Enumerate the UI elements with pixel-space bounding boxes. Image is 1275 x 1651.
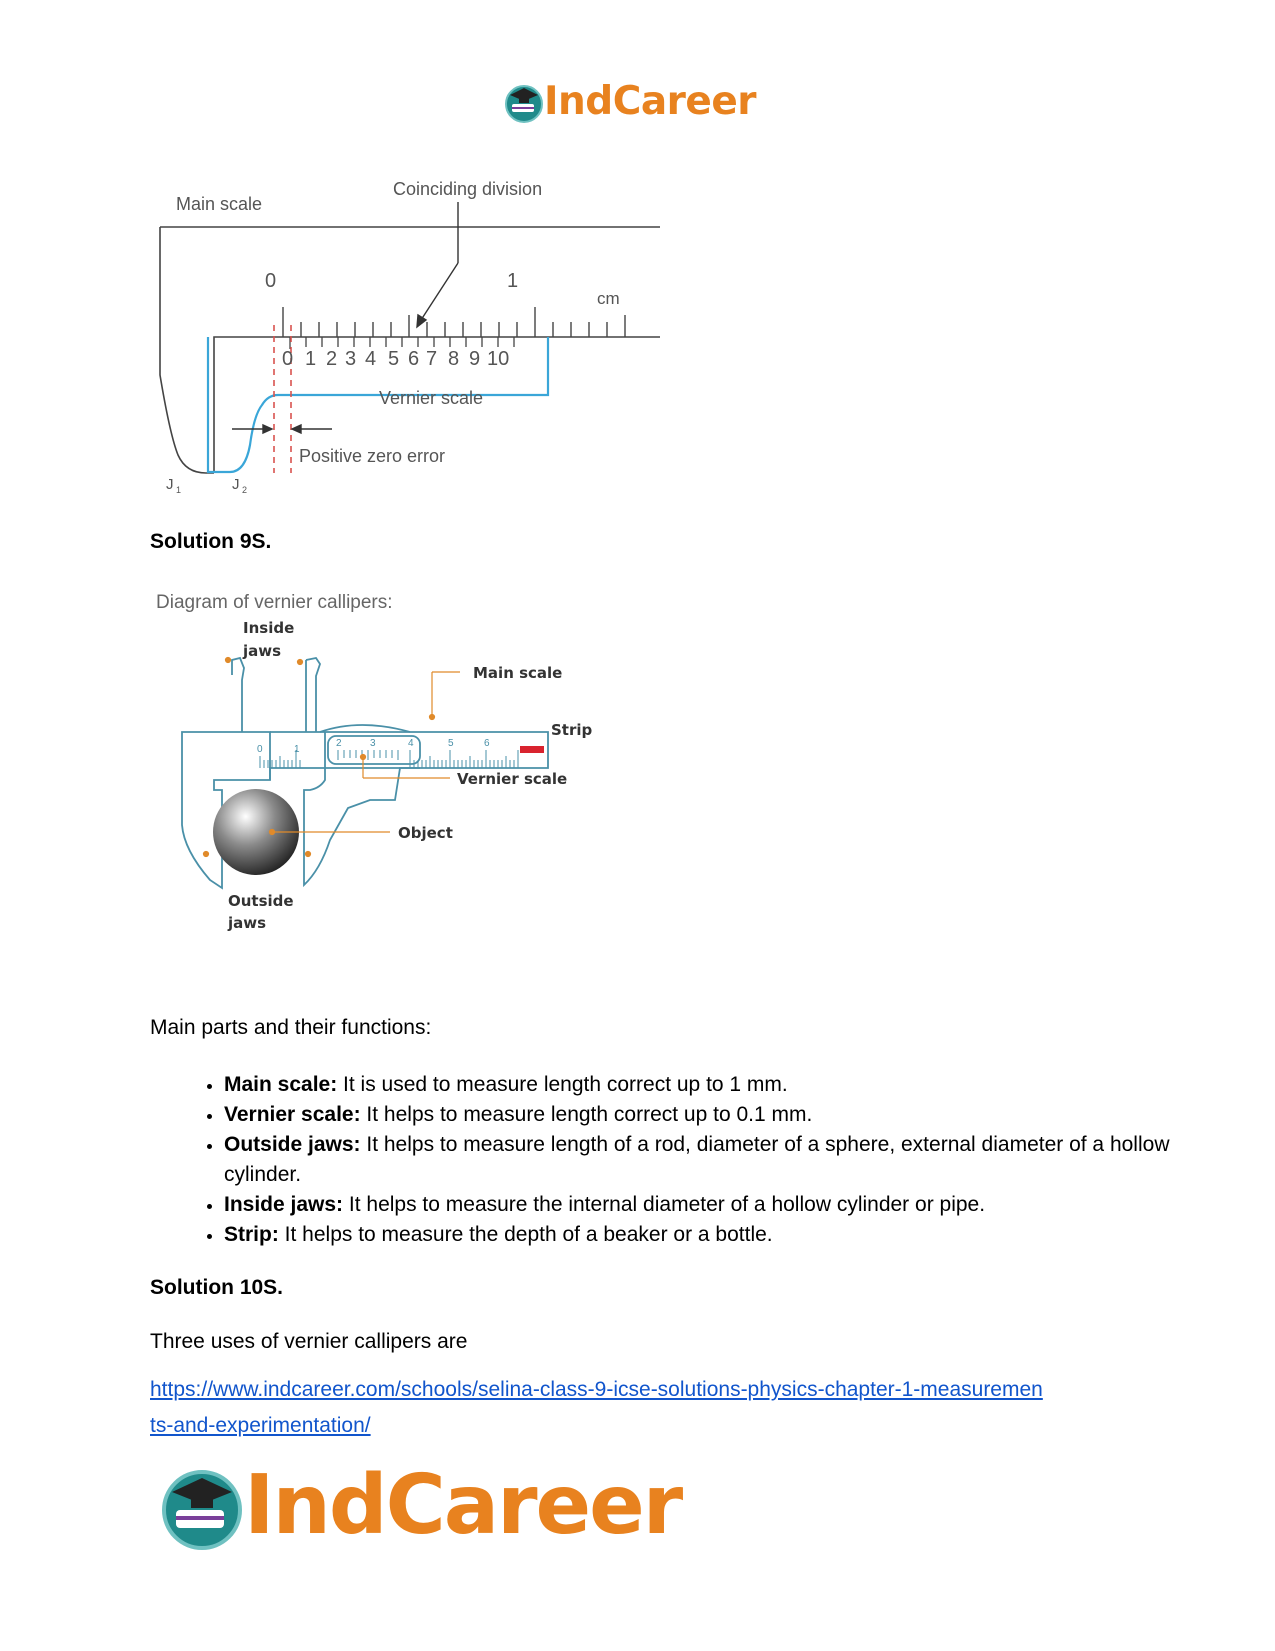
list-item-desc: It helps to measure the internal diameter of a hollow cylinder or pipe. — [343, 1193, 986, 1216]
label-outside-jaws-1: Outside — [228, 892, 294, 910]
main-tick-label: 1 — [294, 744, 300, 755]
vernier-number: 5 — [388, 348, 400, 370]
label-main-scale: Main scale — [176, 194, 263, 214]
header-logo — [502, 78, 782, 128]
list-item — [224, 1220, 1204, 1250]
label-inside-jaws-1: Inside — [243, 619, 295, 637]
list-item-desc: It helps to measure length correct up to 0.1 mm. — [360, 1103, 813, 1126]
label-inside-jaws-2: jaws — [243, 642, 282, 660]
list-item-term: Main scale: — [224, 1073, 338, 1096]
vernier-number: 3 — [345, 348, 357, 370]
list-item-term: Inside jaws: — [224, 1193, 344, 1216]
vernier-tick-label: 3 — [370, 738, 376, 749]
footer-logo-text: IndCareer — [244, 1458, 682, 1553]
list-item-desc: It helps to measure length of a rod, diameter of a sphere, external diameter of a hollow cylinder. — [224, 1133, 1170, 1186]
main-tick-label: 0 — [257, 744, 263, 755]
label-vernier-scale: Vernier scale — [379, 388, 484, 408]
label-zero: 0 — [265, 270, 277, 292]
list-item-term: Outside jaws: — [224, 1133, 361, 1156]
label-j1: J — [166, 476, 174, 493]
header-logo-text: IndCareer — [544, 79, 756, 124]
label-outside-jaws-2: jaws — [228, 914, 267, 932]
label-j1-sub: 1 — [176, 485, 182, 495]
coinciding-arrow — [417, 202, 458, 327]
source-link-line2[interactable]: ts-and-experimentation/ — [150, 1414, 371, 1437]
solution-9-heading: Solution 9S. — [150, 530, 272, 553]
label-vernier-scale: Vernier scale — [457, 770, 568, 788]
label-strip: Strip — [551, 721, 593, 739]
label-main-scale: Main scale — [473, 664, 563, 682]
source-link-line1[interactable]: https://www.indcareer.com/schools/selina-class-9-icse-solutions-physics-chapter-1-measuremen — [150, 1378, 1043, 1401]
vernier-tick-label: 2 — [336, 738, 342, 749]
list-item — [224, 1190, 1204, 1220]
vernier-ticks — [338, 750, 398, 760]
vernier-number: 10 — [487, 348, 510, 370]
vernier-number: 9 — [469, 348, 481, 370]
list-item — [224, 1100, 1204, 1130]
main-scale-ticks — [283, 307, 625, 337]
main-tick-label: 4 — [408, 738, 414, 749]
vernier-number: 8 — [448, 348, 460, 370]
list-item — [224, 1070, 1204, 1100]
main-tick-label: 5 — [448, 738, 454, 749]
vernier-ticks — [290, 337, 514, 349]
vernier-number: 6 — [408, 348, 420, 370]
footer-logo — [158, 1458, 698, 1554]
label-object: Object — [398, 824, 453, 842]
zero-error-diagram — [150, 175, 660, 505]
vernier-number: 4 — [365, 348, 377, 370]
list-item — [224, 1130, 1204, 1190]
label-one: 1 — [507, 270, 519, 292]
parts-list — [150, 1070, 1204, 1250]
label-coinciding-division: Coinciding division — [393, 179, 543, 199]
zero-error-arrows — [232, 425, 332, 433]
vernier-number: 0 — [282, 348, 294, 370]
vernier-numbers — [282, 348, 509, 370]
solution-10-heading: Solution 10S. — [150, 1276, 284, 1299]
label-j2: J — [232, 476, 240, 493]
list-item-desc: It helps to measure the depth of a beaker or a bottle. — [278, 1223, 773, 1246]
vernier-number: 1 — [305, 348, 317, 370]
label-positive-zero-error: Positive zero error — [299, 446, 446, 466]
uses-intro: Three uses of vernier callipers are — [150, 1330, 468, 1353]
list-item-term: Strip: — [224, 1223, 279, 1246]
vernier-callipers-diagram — [170, 619, 640, 980]
strip-bar — [520, 746, 544, 753]
main-tick-label: 6 — [484, 738, 490, 749]
label-cm: cm — [597, 289, 620, 308]
diagram-caption: Diagram of vernier callipers: — [156, 592, 393, 613]
parts-intro: Main parts and their functions: — [150, 1016, 432, 1039]
list-item-term: Vernier scale: — [224, 1103, 361, 1126]
source-link[interactable] — [150, 1372, 1150, 1444]
vernier-number: 7 — [426, 348, 438, 370]
label-j2-sub: 2 — [242, 485, 248, 495]
list-item-desc: It is used to measure length correct up to 1 mm. — [337, 1073, 788, 1096]
vernier-number: 2 — [326, 348, 338, 370]
